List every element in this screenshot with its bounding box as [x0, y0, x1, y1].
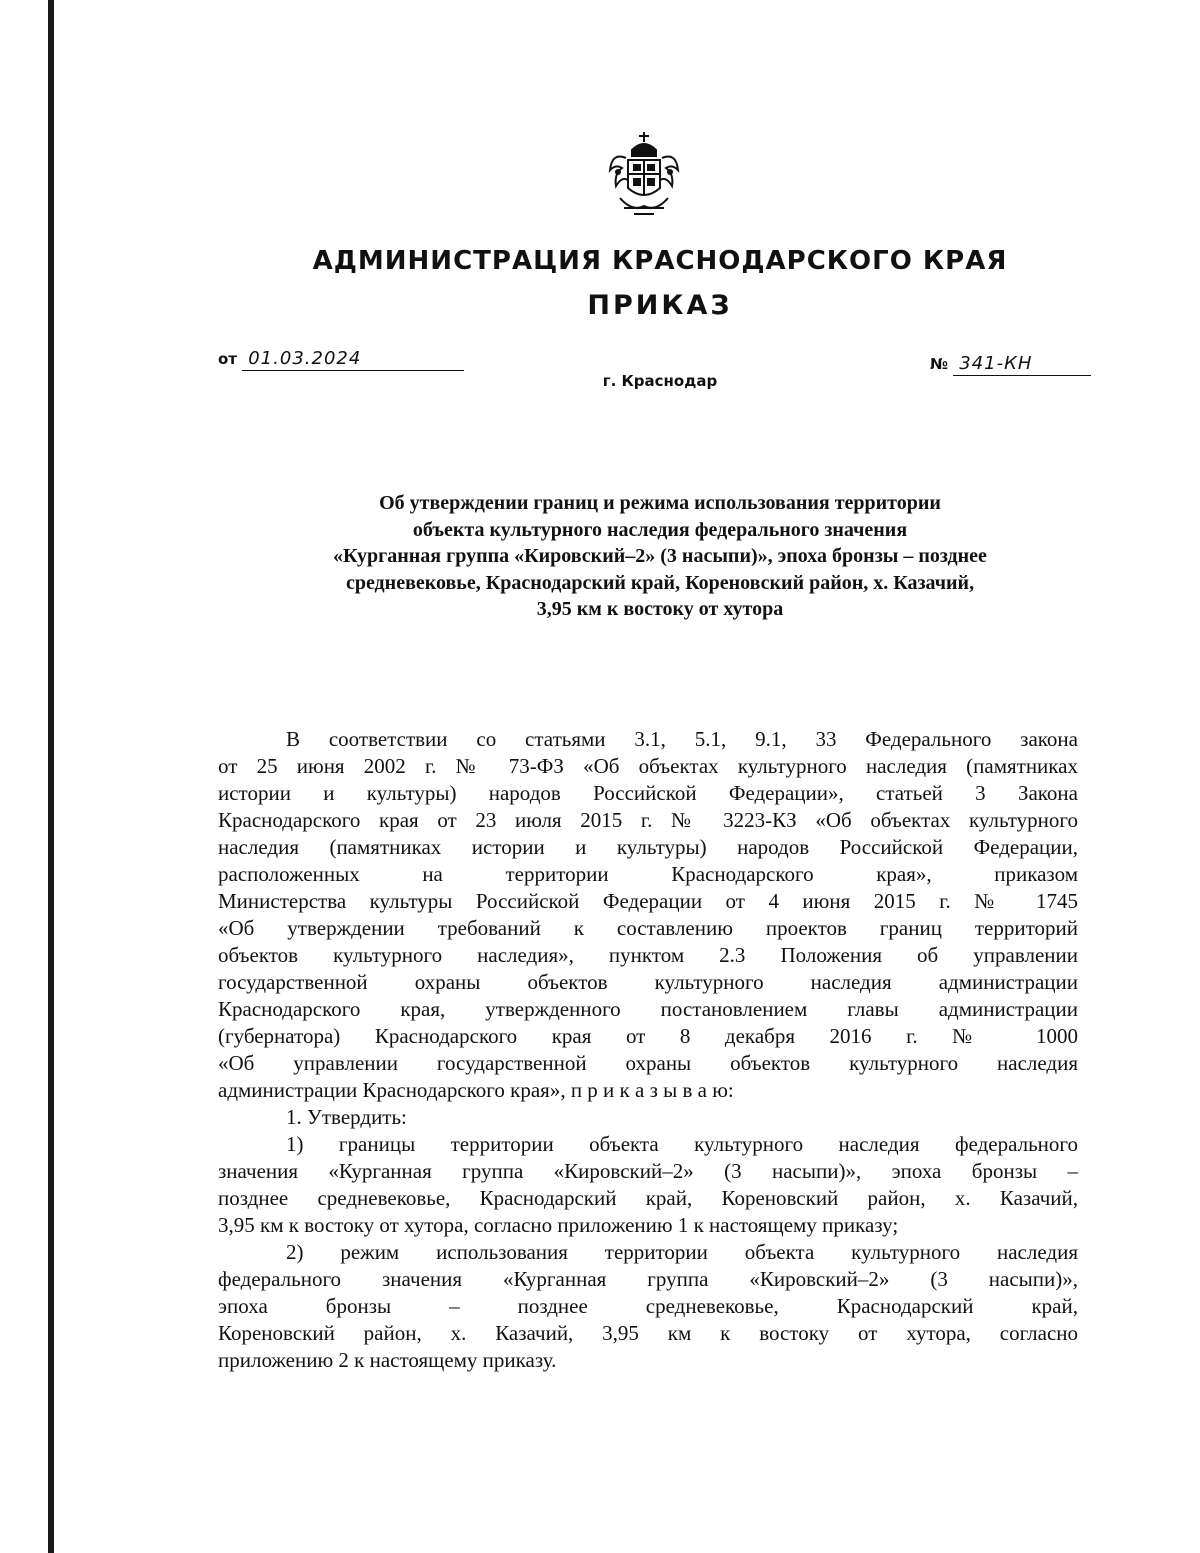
city: г. Краснодар — [602, 372, 718, 390]
title-line: средневековье, Краснодарский край, Кореновский район, х. Казачий, — [345, 571, 975, 594]
body-line: Министерства культуры Российской Федерации от 4 июня 2015 г. № 1745 — [218, 889, 1078, 913]
body-line: государственной охраны объектов культурного наследия администрации — [218, 970, 1078, 994]
body-line: Краснодарского края, утвержденного постановлением главы администрации — [218, 997, 1078, 1021]
body-line: 1. Утвердить: — [286, 1105, 407, 1129]
title-line: «Курганная группа «Кировский–2» (3 насыпи)», эпоха бронзы – позднее — [333, 545, 987, 567]
body-line: приложению 2 к настоящему приказу. — [218, 1348, 557, 1372]
body-line: «Об утверждении требований к составлению проектов границ территорий — [218, 916, 1078, 940]
document-type: ПРИКАЗ — [587, 290, 733, 321]
body-line: 1) границы территории объекта культурного наследия федерального — [286, 1132, 1078, 1156]
number-value: 341-КН — [953, 353, 1091, 376]
title-line: объекта культурного наследия федерального значения — [412, 518, 908, 541]
body-line: 3,95 км к востоку от хутора, согласно приложению 1 к настоящему приказу; — [218, 1213, 899, 1237]
body-line: федерального значения «Курганная группа «Кировский–2» (3 насыпи)», — [218, 1267, 1078, 1291]
date-value: 01.03.2024 — [242, 348, 464, 371]
body-line: эпоха бронзы – позднее средневековье, Краснодарский край, — [218, 1294, 1078, 1318]
body-line: В соответствии со статьями 3.1, 5.1, 9.1, 33 Федерального закона — [286, 727, 1078, 751]
org-name: АДМИНИСТРАЦИЯ КРАСНОДАРСКОГО КРАЯ — [312, 246, 1008, 276]
body-line: объектов культурного наследия», пунктом 2.3 Положения об управлении — [218, 943, 1078, 967]
body-line: истории и культуры) народов Российской Федерации», статьей 3 Закона — [218, 781, 1078, 805]
date-prefix: от — [218, 350, 237, 368]
body-line: Краснодарского края от 23 июля 2015 г. № 3223-КЗ «Об объектах культурного — [218, 808, 1078, 832]
date-row — [218, 348, 464, 371]
body-line: администрации Краснодарского края», п р и к а з ы в а ю: — [218, 1078, 734, 1102]
body-line: значения «Курганная группа «Кировский–2» (3 насыпи)», эпоха бронзы – — [218, 1159, 1078, 1183]
body-line: наследия (памятниках истории и культуры) народов Российской Федерации, — [218, 835, 1078, 859]
body-line: позднее средневековье, Краснодарский край, Кореновский район, х. Казачий, — [218, 1186, 1078, 1210]
document-title — [200, 490, 1120, 623]
document-body — [218, 726, 1078, 1374]
body-line: 2) режим использования территории объекта культурного наследия — [286, 1240, 1078, 1264]
body-line: (губернатора) Краснодарского края от 8 декабря 2016 г. № 1000 — [218, 1024, 1078, 1048]
body-line: «Об управлении государственной охраны объектов культурного наследия — [218, 1051, 1078, 1075]
body-line: Кореновский район, х. Казачий, 3,95 км к востоку от хутора, согласно — [218, 1321, 1078, 1345]
title-line: Об утверждении границ и режима использования территории — [379, 492, 941, 514]
scan-left-edge — [48, 0, 54, 1553]
krasnodar-krai-coat-of-arms-icon — [606, 128, 682, 220]
body-line: расположенных на территории Краснодарского края», приказом — [218, 862, 1078, 886]
number-prefix: № — [930, 355, 949, 373]
title-line: 3,95 км к востоку от хутора — [536, 598, 784, 620]
body-line: от 25 июня 2002 г. № 73-ФЗ «Об объектах культурного наследия (памятниках — [218, 754, 1078, 778]
